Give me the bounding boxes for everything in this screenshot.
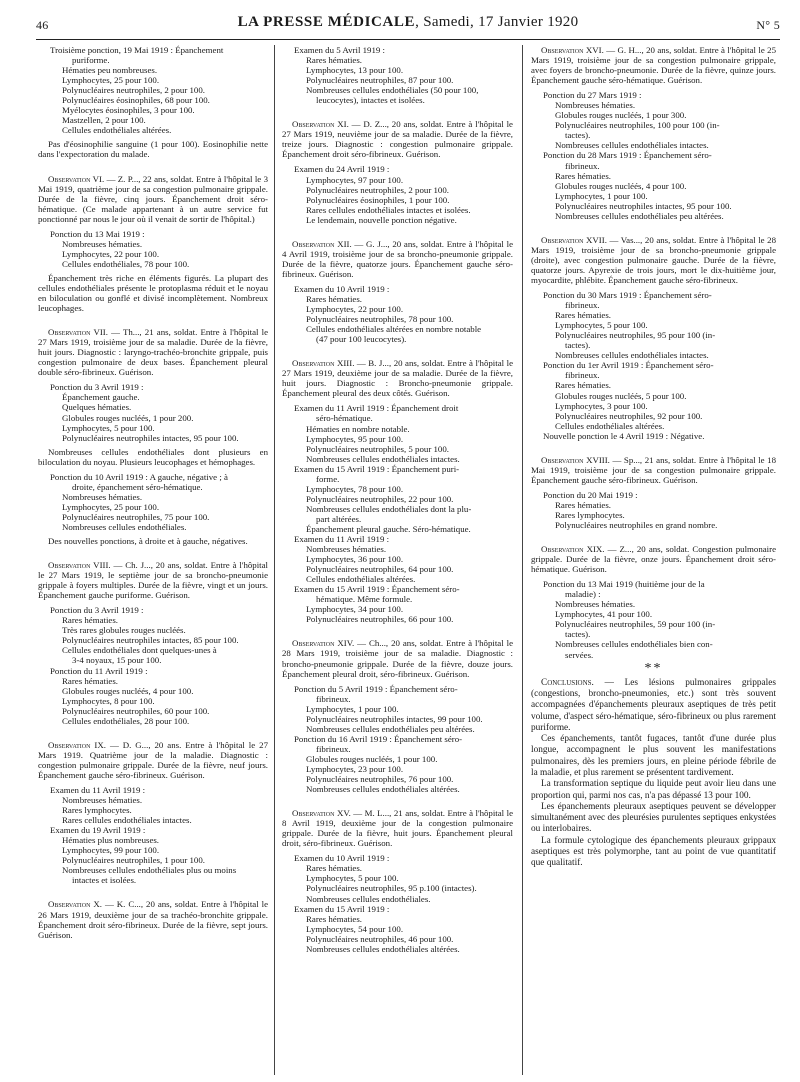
column-middle [282, 45, 513, 1077]
cell-count: Cellules endothéliales altérées. [555, 420, 665, 431]
exam-heading: Examen du 10 Avril 1919 : [294, 853, 390, 864]
observation-paragraph [282, 808, 513, 848]
paragraph: Des nouvelles ponctions, à droite et à gauche, négatives. [48, 536, 248, 547]
paragraph: Les épanchements pleuraux aseptiques peuvent se développer simultanément avec des pleurésies purulentes septiques enkystées ou interlobaires. [531, 801, 776, 835]
cell-count: Lymphocytes, 13 pour 100. [306, 65, 404, 76]
observation-title: Observation XIV. [292, 638, 355, 649]
observation-title: Observation XI. [292, 119, 349, 130]
cell-count: Cellules endothéliales altérées. [62, 125, 172, 136]
cell-count: Nombreuses hématies. [555, 100, 636, 111]
conclusions-paragraph [531, 678, 776, 734]
cell-count: Lymphocytes, 41 pour 100. [555, 609, 653, 620]
cell-count: Lymphocytes, 54 pour 100. [306, 923, 404, 934]
cell-count: Cellules endothéliales altérées en nombre notable [306, 324, 482, 335]
exam-heading: Ponction du 28 Mars 1919 : Épanchement séro- [543, 150, 712, 161]
observation-text: — Ch..., 20 ans, soldat. Entre à l'hôpital le 28 Mars 1919, troisième jour de sa maladie. Diagnostic : broncho-pneumonie grippale. Durée de la fièvre, douze jours. Épanchement pleural droit, séro-fibrineux. Guérison. [282, 638, 513, 679]
cell-count: Lymphocytes, 34 pour 100. [306, 604, 404, 615]
cell-count: Rares hématies. [555, 310, 611, 321]
observation-title: Observation IX. [48, 739, 106, 750]
exam-heading: Ponction du 20 Mai 1919 : [543, 489, 638, 500]
exam-heading: Ponction du 3 Avril 1919 : [50, 382, 144, 393]
cell-count: Polynucléaires neutrophiles intactes, 95 pour 100. [555, 200, 732, 211]
observation-paragraph [531, 455, 776, 485]
cell-count: Nombreuses cellules endothéliales bien con- [555, 639, 713, 650]
cell-count: Cellules endothéliales, 78 pour 100. [62, 258, 190, 269]
observation-title: Observation XVI. [541, 45, 604, 55]
observation-text: — Vas..., 20 ans, soldat. Entre à l'hôpital le 28 Mars 1919, troisième jour de sa broncho-pneumonie grippale (droite), avec congestion pulmonaire gauche. Durée de la fièvre, quatorze jours. Apyrexie de trois jours, mort le dix-huitième jour, myocardite, phlébite. Épanchement gauche séro-fibrineux. [531, 234, 776, 285]
cell-count: Cellules endothéliales altérées. [306, 574, 416, 585]
cell-count: Mastzellen, 2 pour 100. [62, 115, 146, 126]
page-number: 46 [36, 18, 49, 32]
cell-count-cont: (47 pour 100 leucocytes). [316, 334, 407, 345]
cell-count-cont: tactes). [565, 629, 591, 640]
exam-heading: Nouvelle ponction le 4 Avril 1919 : Négative. [543, 430, 705, 441]
exam-heading: Ponction du 16 Avril 1919 : Épanchement séro- [294, 733, 463, 744]
cell-count: Lymphocytes, 8 pour 100. [62, 695, 155, 706]
cell-count: Lymphocytes, 1 pour 100. [555, 190, 648, 201]
observation-paragraph [282, 119, 513, 159]
cell-count: Nombreuses hématies. [555, 599, 636, 610]
issue-number: N° 5 [756, 18, 780, 32]
exam-heading-cont: fibrineux. [316, 743, 351, 754]
observation-title: Observation XII. [292, 238, 352, 249]
cell-count: Polynucléaires neutrophiles, 92 pour 100. [555, 410, 703, 421]
journal-name: LA PRESSE MÉDICALE [237, 14, 416, 30]
paragraph: La formule cytologique des épanchements pleuraux grippaux aseptiques est très polymorphe, tant au point de vue quantitatif que qualitatif. [531, 835, 776, 869]
cell-count: Nombreuses hématies. [62, 795, 143, 806]
cell-count: Lymphocytes, 23 pour 100. [306, 764, 404, 774]
cell-count: Polynucléaires neutrophiles, 59 pour 100 (in- [555, 619, 716, 630]
cell-count: Polynucléaires neutrophiles, 75 pour 100. [62, 511, 210, 522]
conclusions-text: — Les lésions pulmonaires grippales (congestions, broncho-pneumonies, etc.) sont très souvent accompagnées d'épanchements pleuraux aseptiques de très petit volume, d'aspect séro-hématique, séro-fibrineux ou plus rarement puriforme. [531, 677, 776, 733]
cell-count: Rares hématies. [306, 293, 362, 304]
exam-heading: Examen du 11 Avril 1919 : [294, 534, 390, 545]
cell-count: Myélocytes éosinophiles, 3 pour 100. [62, 105, 195, 116]
exam-heading: Examen du 15 Avril 1919 : Épanchement séro- [294, 584, 460, 595]
cell-count: Nombreuses cellules endothéliales intactes. [306, 453, 460, 464]
exam-heading: Examen du 15 Avril 1919 : Épanchement puri- [294, 463, 460, 474]
exam-heading: Examen du 15 Avril 1919 : [294, 903, 390, 914]
observation-paragraph [531, 235, 776, 285]
cell-count: Polynucléaires neutrophiles, 60 pour 100. [62, 705, 210, 716]
paragraph: Nombreuses cellules endothéliales dont plusieurs en biloculation du noyau. Plusieurs leucophages et hémophages. [38, 446, 268, 467]
cell-count-cont: tactes). [565, 340, 591, 351]
observation-text: — K. C..., 20 ans, soldat. Entre à l'hôpital le 26 Mars 1919, deuxième jour de sa trachéo-bronchite grippale. Épanchement droit séro-fibrineux. Durée de la fièvre, sept jours. Guérison. [38, 899, 268, 940]
observation-text: — B. J..., 20 ans, soldat. Entre à l'hôpital le 27 Mars 1919, deuxième jour de sa maladie. Durée de la fièvre, huit jours. Diagnostic : Broncho-pneumonie grippale. Épanchement pleural des deux côtés. Guérison. [282, 358, 513, 399]
cell-count: Cellules endothéliales, 28 pour 100. [62, 715, 190, 726]
cell-count: Lymphocytes, 95 pour 100. [306, 433, 404, 444]
observation-paragraph [282, 358, 513, 398]
observation-paragraph [531, 544, 776, 574]
cell-count: Rares hématies. [555, 380, 611, 391]
observation-paragraph [38, 174, 268, 224]
cell-count: Globules rouges nucléés, 5 pour 100. [555, 390, 687, 401]
cell-count: Polynucléaires neutrophiles, 87 pour 100. [306, 75, 454, 86]
journal-title [36, 14, 780, 31]
observation-title: Observation XV. [292, 808, 351, 819]
exam-heading: Examen du 10 Avril 1919 : [294, 283, 390, 294]
cell-count: Polynucléaires neutrophiles, 100 pour 100 (in- [555, 120, 720, 131]
exam-heading-cont: fibrineux. [565, 300, 600, 311]
exam-heading: Examen du 5 Avril 1919 : [294, 45, 385, 55]
exam-heading: Ponction du 3 Avril 1919 : [50, 605, 144, 616]
observation-paragraph [38, 740, 268, 780]
cell-count: Hématies peu nombreuses. [62, 65, 158, 76]
cell-count: Nombreuses cellules endothéliales (50 pour 100, [306, 85, 479, 96]
cell-count: Nombreuses cellules endothéliales intactes. [555, 350, 709, 361]
cell-count: Lymphocytes, 25 pour 100. [62, 75, 160, 86]
cell-count: Nombreuses cellules endothéliales peu altérées. [555, 210, 724, 221]
cell-count: Nombreuses hématies. [306, 544, 387, 555]
observation-text: — Z..., 20 ans, soldat. Congestion pulmonaire grippale. Durée de la fièvre, onze jours. Épanchement droit séro-hématique. Guérison. [531, 544, 776, 575]
cell-count: Rares hématies. [306, 55, 362, 66]
observation-paragraph [282, 239, 513, 279]
column-divider [522, 45, 523, 1075]
observation-text: — D. Z..., 20 ans, soldat. Entre à l'hôpital le 27 Mars 1919, neuvième jour de sa maladie. Durée de la fièvre, treize jours. Diagnostic : congestion pulmonaire grippale. Épanchement droit séro-fibrineux. Guérison. [282, 119, 513, 160]
cell-count: Épanchement gauche. [62, 392, 140, 403]
cell-count: Lymphocytes, 3 pour 100. [555, 400, 648, 411]
exam-heading: Ponction du 10 Avril 1919 : A gauche, négative ; à [50, 471, 228, 482]
exam-heading: Ponction du 5 Avril 1919 : Épanchement séro- [294, 683, 458, 694]
observation-paragraph [38, 327, 268, 377]
observation-text: — Z. P..., 22 ans, soldat. Entre à l'hôpital le 3 Mai 1919, quatrième jour de sa congestion pulmonaire grippale. Durée de la fièvre, cinq jours. Épanchement droit séro-hématique. (Ce malade appartenant à un autre service fut ponctionné par nous le jour où il venait de sortir de l'hôpital.) [38, 173, 268, 224]
cell-count: Nombreuses cellules endothéliales intactes. [555, 140, 709, 151]
cell-count: Rares cellules endothéliales intactes et isolées. [306, 204, 471, 215]
observation-title: Observation VII. [48, 327, 108, 338]
column-left [38, 45, 268, 1077]
observation-title: Observation VIII. [48, 560, 111, 571]
observation-paragraph [38, 560, 268, 600]
cell-count: Polynucléaires neutrophiles en grand nombre. [555, 520, 718, 531]
cell-count-cont: tactes). [565, 130, 591, 141]
cell-count: Nombreuses cellules endothéliales altérées. [306, 784, 460, 795]
paragraph: Pas d'éosinophilie sanguine (1 pour 100). Eosinophilie nette dans l'expectoration du malade. [38, 139, 268, 160]
cell-count: Globules rouges nucléés, 1 pour 300. [555, 110, 687, 121]
cell-count: Rares lymphocytes. [555, 509, 625, 520]
observation-title: Observation X. [48, 899, 103, 910]
exam-heading: Examen du 11 Avril 1919 : [50, 785, 146, 795]
exam-heading-cont: droite, épanchement séro-hématique. [72, 481, 203, 492]
cell-count: Le lendemain, nouvelle ponction négative. [306, 214, 457, 225]
cell-count: Quelques hématies. [62, 402, 132, 413]
cell-count: Polynucléaires neutrophiles, 95 pour 100 (in- [555, 330, 716, 341]
exam-heading: Ponction du 27 Mars 1919 : [543, 90, 642, 101]
column-divider [274, 45, 275, 1075]
observation-text: — G. J..., 20 ans, soldat. Entre à l'hôpital le 4 Avril 1919, troisième jour de sa broncho-pneumonie grippale. Durée de la fièvre, quatorze jours. Épanchement gauche séro-fibrineux. Guérison. [282, 238, 513, 279]
cell-count: Polynucléaires neutrophiles, 2 pour 100. [306, 184, 449, 195]
cell-count: Polynucléaires éosinophiles, 68 pour 100. [62, 95, 210, 106]
cell-count: Lymphocytes, 25 pour 100. [62, 501, 160, 512]
cell-count: Rares cellules endothéliales intactes. [62, 815, 192, 826]
cell-count: Rares hématies. [555, 170, 611, 181]
cell-count: Polynucléaires neutrophiles intactes, 99 pour 100. [306, 713, 483, 724]
cell-count: Rares lymphocytes. [62, 805, 132, 816]
cell-count: Lymphocytes, 78 pour 100. [306, 483, 404, 494]
observation-title: Observation XVII. [541, 234, 607, 245]
cell-count: Nombreuses hématies. [62, 238, 143, 249]
cell-count: Polynucléaires neutrophiles intactes, 95 pour 100. [62, 432, 239, 443]
paragraph: Épanchement pleural gauche. Séro-hématique. [306, 523, 471, 534]
exam-heading: Ponction du 13 Mai 1919 (huitième jour de la [543, 579, 705, 590]
observation-paragraph [282, 638, 513, 678]
cell-count-cont: servées. [565, 649, 594, 660]
exam-heading: Examen du 24 Avril 1919 : [294, 164, 390, 175]
cell-count-cont: intactes et isolées. [72, 875, 137, 886]
exam-heading: Examen du 19 Avril 1919 : [50, 825, 146, 836]
exam-heading-cont: forme. [316, 473, 340, 484]
cell-count: Nombreuses cellules endothéliales peu altérées. [306, 723, 475, 734]
cell-count: Lymphocytes, 99 pour 100. [62, 845, 160, 856]
cell-count: Polynucléaires neutrophiles, 5 pour 100. [306, 443, 449, 454]
exam-heading-cont: hématique. Même formule. [316, 594, 413, 605]
exam-heading-cont: fibrineux. [316, 693, 351, 704]
header-rule [36, 39, 780, 40]
cell-count: Globules rouges nucléés, 1 pour 200. [62, 412, 194, 423]
cell-count: Nombreuses cellules endothéliales altérées. [306, 943, 460, 954]
cell-count: Rares hématies. [62, 675, 118, 686]
cell-count: Polynucléaires éosinophiles, 1 pour 100. [306, 194, 450, 205]
cell-count: Globules rouges nucléés, 4 pour 100. [62, 685, 194, 696]
cell-count: Rares hématies. [306, 913, 362, 924]
cell-count: Nombreuses cellules endothéliales dont la plu- [306, 503, 472, 514]
cell-count: Lymphocytes, 22 pour 100. [306, 304, 404, 315]
section-separator-asterism: ** [644, 660, 663, 676]
cell-count: Polynucléaires neutrophiles, 64 pour 100. [306, 564, 454, 575]
cell-count-cont: part altérées. [316, 513, 362, 524]
exam-heading-cont: maladie) : [565, 589, 601, 600]
observation-text: — Th..., 21 ans, soldat. Entre à l'hôpital le 27 Mars 1919, troisième jour de sa maladie. Durée de la fièvre, huit jours. Diagnostic : laryngo-trachéo-bronchite grippale, puis congestion pulmonaire de deux bases. Épanchement pleural double séro-fibrineux. Guérison. [38, 327, 268, 378]
cell-count: Nombreuses cellules endothéliales. [306, 893, 431, 904]
paragraph: Ces épanchements, tantôt fugaces, tantôt d'une durée plus longue, accompagnent le plus souvent les manifestations pulmonaires, dès les premiers jours, en pleine période fébrile de la maladie, et plus rarement se présentent tardivement. [531, 734, 776, 778]
exam-heading-cont: fibrineux. [565, 160, 600, 171]
conclusions-title: Conclusions. [541, 677, 594, 688]
observation-title: Observation XIII. [292, 358, 355, 369]
paragraph: La transformation septique du liquide peut avoir lieu dans une proportion qui, parmi nos cas, n'a pas dépassé 13 pour 100. [531, 779, 776, 801]
page-header [36, 14, 780, 36]
cell-count: Lymphocytes, 5 pour 100. [555, 320, 648, 331]
observation-text: — Sp..., 21 ans, soldat. Entre à l'hôpital le 18 Mai 1919, troisième jour de sa congestion pulmonaire grippale. Épanchement gauche séro-fibrineux. Guérison. [531, 454, 776, 485]
cell-count: Polynucléaires neutrophiles, 22 pour 100. [306, 493, 454, 504]
exam-heading: Examen du 11 Avril 1919 : Épanchement droit [294, 403, 459, 414]
observation-text: — Ch. J..., 20 ans, soldat. Entre à l'hôpital le 27 Mars 1919, le septième jour de sa broncho-pneumonie grippale à foyers multiples. Durée de la fièvre, vingt et un jours. Épanchement gauche puriforme. Guérison. [38, 560, 268, 601]
cell-count: Polynucléaires neutrophiles, 2 pour 100. [62, 85, 205, 96]
observation-text: — D. G..., 20 ans. Entre à l'hôpital le 27 Mars 1919. Quatrième jour de la maladie. Diagnostic : congestion pulmonaire grippale. Durée de la fièvre, neuf jours. Épanchement gauche séro-fibrineux. Guérison. [38, 739, 268, 780]
observation-text: — G. H..., 20 ans, soldat. Entre à l'hôpital le 25 Mars 1919, troisième jour de sa congestion pulmonaire grippale, avec foyers de broncho-pneumonie. Durée de la fièvre, quinze jours. Épanchement gauche séro-hématique. Guérison. [531, 45, 776, 86]
cell-count: Lymphocytes, 22 pour 100. [62, 248, 160, 259]
cell-count: Polynucléaires neutrophiles, 95 p.100 (intactes). [306, 883, 477, 894]
cell-count: Cellules endothéliales dont quelques-unes à [62, 645, 217, 656]
exam-heading: Ponction du 11 Avril 1919 : [50, 665, 148, 676]
cell-count: Polynucléaires neutrophiles, 46 pour 100. [306, 933, 454, 944]
observation-paragraph [38, 899, 268, 939]
paragraph: Épanchement très riche en éléments figurés. La plupart des cellules endothéliales présente le protoplasma réduit et le noyau en biloculation ou gonflé et divisé incomplètement. Nombreux leucophages. [38, 272, 268, 314]
cell-count: Globules rouges nucléés, 4 pour 100. [555, 180, 687, 191]
exam-heading-cont: séro-hématique. [316, 413, 373, 424]
cell-count: Lymphocytes, 1 pour 100. [306, 703, 399, 714]
cell-count: Polynucléaires neutrophiles, 78 pour 100. [306, 314, 454, 325]
cell-count: Hématies plus nombreuses. [62, 835, 160, 846]
cell-count: Polynucléaires neutrophiles, 1 pour 100. [62, 855, 205, 866]
observation-title: Observation XIX. [541, 544, 605, 555]
cell-count: Lymphocytes, 97 pour 100. [306, 174, 404, 185]
observation-title: Observation VI. [48, 173, 105, 184]
cell-count: Polynucléaires neutrophiles intactes, 85 pour 100. [62, 635, 239, 646]
exam-heading-cont: puriforme. [72, 55, 110, 66]
cell-count: Rares hématies. [555, 499, 611, 510]
cell-count: Nombreuses cellules endothéliales. [62, 521, 187, 532]
cell-count: Rares hématies. [306, 863, 362, 874]
cell-count: Polynucléaires neutrophiles, 76 pour 100. [306, 774, 454, 785]
cell-count: Nombreuses hématies. [62, 491, 143, 502]
cell-count-cont: 3-4 noyaux, 15 pour 100. [72, 655, 162, 666]
observation-title: Observation XVIII. [541, 454, 610, 465]
cell-count: Lymphocytes, 5 pour 100. [62, 422, 155, 433]
cell-count: Lymphocytes, 36 pour 100. [306, 554, 404, 565]
cell-count: Lymphocytes, 5 pour 100. [306, 873, 399, 884]
cell-count: Nombreuses cellules endothéliales plus ou moins [62, 865, 237, 876]
exam-heading: Ponction du 13 Mai 1919 : [50, 228, 145, 239]
cell-count: Hématies en nombre notable. [306, 423, 410, 434]
exam-heading: Troisième ponction, 19 Mai 1919 : Épanchement [50, 45, 224, 55]
cell-count: Rares hématies. [62, 615, 118, 626]
cell-count: Très rares globules rouges nucléés. [62, 625, 186, 636]
cell-count: Polynucléaires neutrophiles, 66 pour 100. [306, 614, 454, 625]
exam-heading: Ponction du 1er Avril 1919 : Épanchement séro- [543, 360, 714, 371]
exam-heading-cont: fibrineux. [565, 370, 600, 381]
observation-paragraph [531, 45, 776, 85]
observation-text: — M. L..., 21 ans, soldat. Entre à l'hôpital le 8 Avril 1919, deuxième jour de la congestion pulmonaire grippale. Durée de la fièvre, huit jours. Épanchement pleural droit, séro-fibrineux. Guérison. [282, 808, 513, 849]
issue-date: , Samedi, 17 Janvier 1920 [415, 14, 579, 30]
cell-count-cont: leucocytes), intactes et isolées. [316, 95, 425, 106]
column-right [531, 45, 776, 1077]
cell-count: Globules rouges nucléés, 1 pour 100. [306, 753, 438, 764]
exam-heading: Ponction du 30 Mars 1919 : Épanchement séro- [543, 290, 712, 301]
